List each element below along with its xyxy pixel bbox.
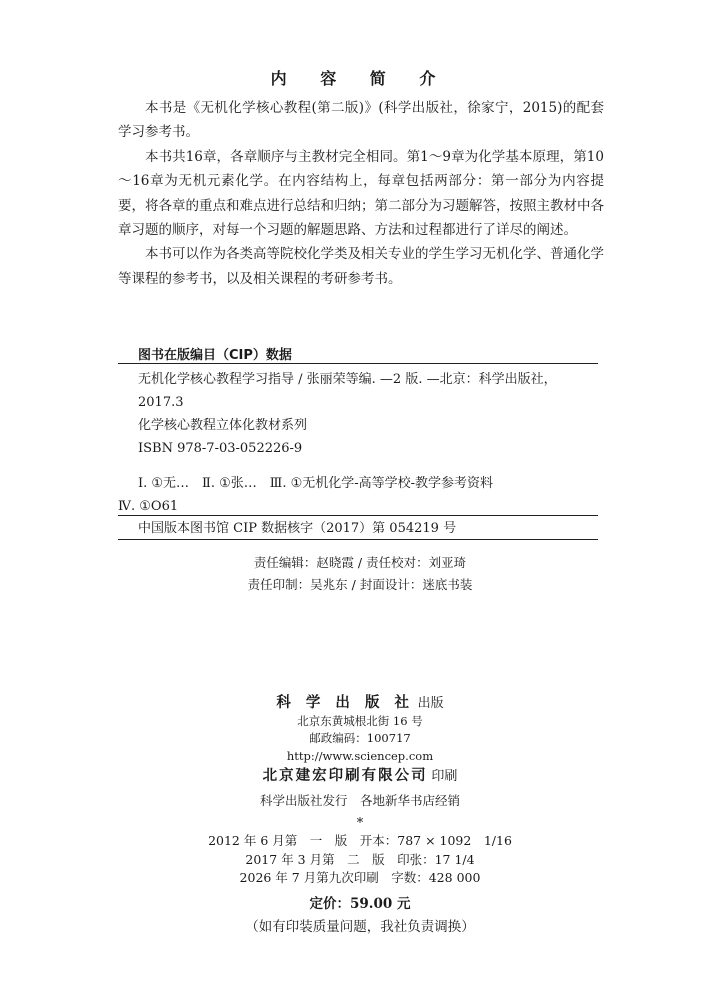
publisher-website: http://www.sciencep.com — [286, 748, 434, 763]
credits — [0, 552, 720, 596]
cip-isbn-line: ISBN 978-7-03-052226-9 — [138, 441, 303, 456]
cip-series-line: 化学核心教程立体化教材系列 — [138, 418, 308, 433]
edition-row-second: 2017 年 3 月第 二 版 印张：17 1/4 — [245, 851, 475, 867]
cip-bottom-rule — [118, 539, 598, 540]
edition-info — [0, 832, 720, 888]
publisher-name: 科 学 出 版 社 — [276, 694, 415, 711]
publisher-address: 北京东黄城根北街 16 号 — [297, 713, 423, 728]
printer-suffix: 印刷 — [431, 769, 458, 784]
credits-editor-line: 责任编辑：赵晓霞 / 责任校对：刘亚琦 — [253, 555, 467, 570]
publisher-suffix: 出版 — [417, 696, 444, 711]
cip-title: 图书在版编目（CIP）数据 — [138, 348, 292, 363]
printer-name: 北京建宏印刷有限公司 — [262, 767, 428, 784]
printer-line — [0, 767, 720, 786]
content-summary-heading: 内 容 简 介 — [270, 69, 450, 88]
cip-record-line: 中国版本图书馆 CIP 数据核字（2017）第 054219 号 — [138, 521, 457, 536]
cip-top-rule — [118, 363, 598, 364]
credits-production-line: 责任印制：吴兆东 / 封面设计：迷底书装 — [247, 577, 473, 592]
cip-classification-line: Ⅳ. ①O61 — [118, 499, 179, 514]
cip-block — [118, 368, 598, 518]
imprint — [0, 694, 720, 833]
price: 定价：59.00 元 — [309, 896, 411, 912]
cip-middle-rule — [118, 515, 598, 516]
cip-subject-line: Ⅰ. ①无… Ⅱ. ①张… Ⅲ. ①无机化学-高等学校-教学参考资料 — [138, 476, 494, 491]
separator-asterisk: * — [356, 816, 364, 831]
edition-row-printing: 2026 年 7 月第九次印刷 字数：428 000 — [239, 870, 481, 885]
cip-record-block — [118, 517, 598, 540]
distribution-line: 科学出版社发行 各地新华书店经销 — [259, 792, 460, 808]
edition-row-first: 2012 年 6 月第 一 版 开本：787 × 1092 1/16 — [208, 833, 512, 848]
publisher-line — [0, 694, 720, 713]
cip-bibliographic-line: 无机化学核心教程学习指导 / 张丽荣等编. —2 版. —北京：科学出版社，2017.3 — [138, 372, 557, 410]
intro-paragraph-2: 本书共16章，各章顺序与主教材完全相同。第1～9章为化学基本原理，第10～16章为无机元素化学。在内容结构上，每章包括两部分：第一部分为内容提要，将各章的重点和难点进行总结和归纳；第二部分为习题解答，按照主教材中各章习题的顺序，对每一个习题的解题思路、方法和过程都进行了详尽的阐述。 — [118, 148, 604, 239]
intro-paragraph-1: 本书是《无机化学核心教程(第二版)》(科学出版社，徐家宁，2015)的配套学习参考书。 — [118, 100, 604, 141]
intro-paragraph-3: 本书可以作为各类高等院校化学类及相关专业的学生学习无机化学、普通化学等课程的参考书，以及相关课程的考研参考书。 — [118, 246, 604, 287]
quality-notice: （如有印装质量问题，我社负责调换） — [245, 919, 475, 935]
publisher-postcode: 邮政编码：100717 — [309, 731, 411, 745]
content-summary — [118, 96, 604, 291]
cip-gap — [118, 460, 598, 472]
